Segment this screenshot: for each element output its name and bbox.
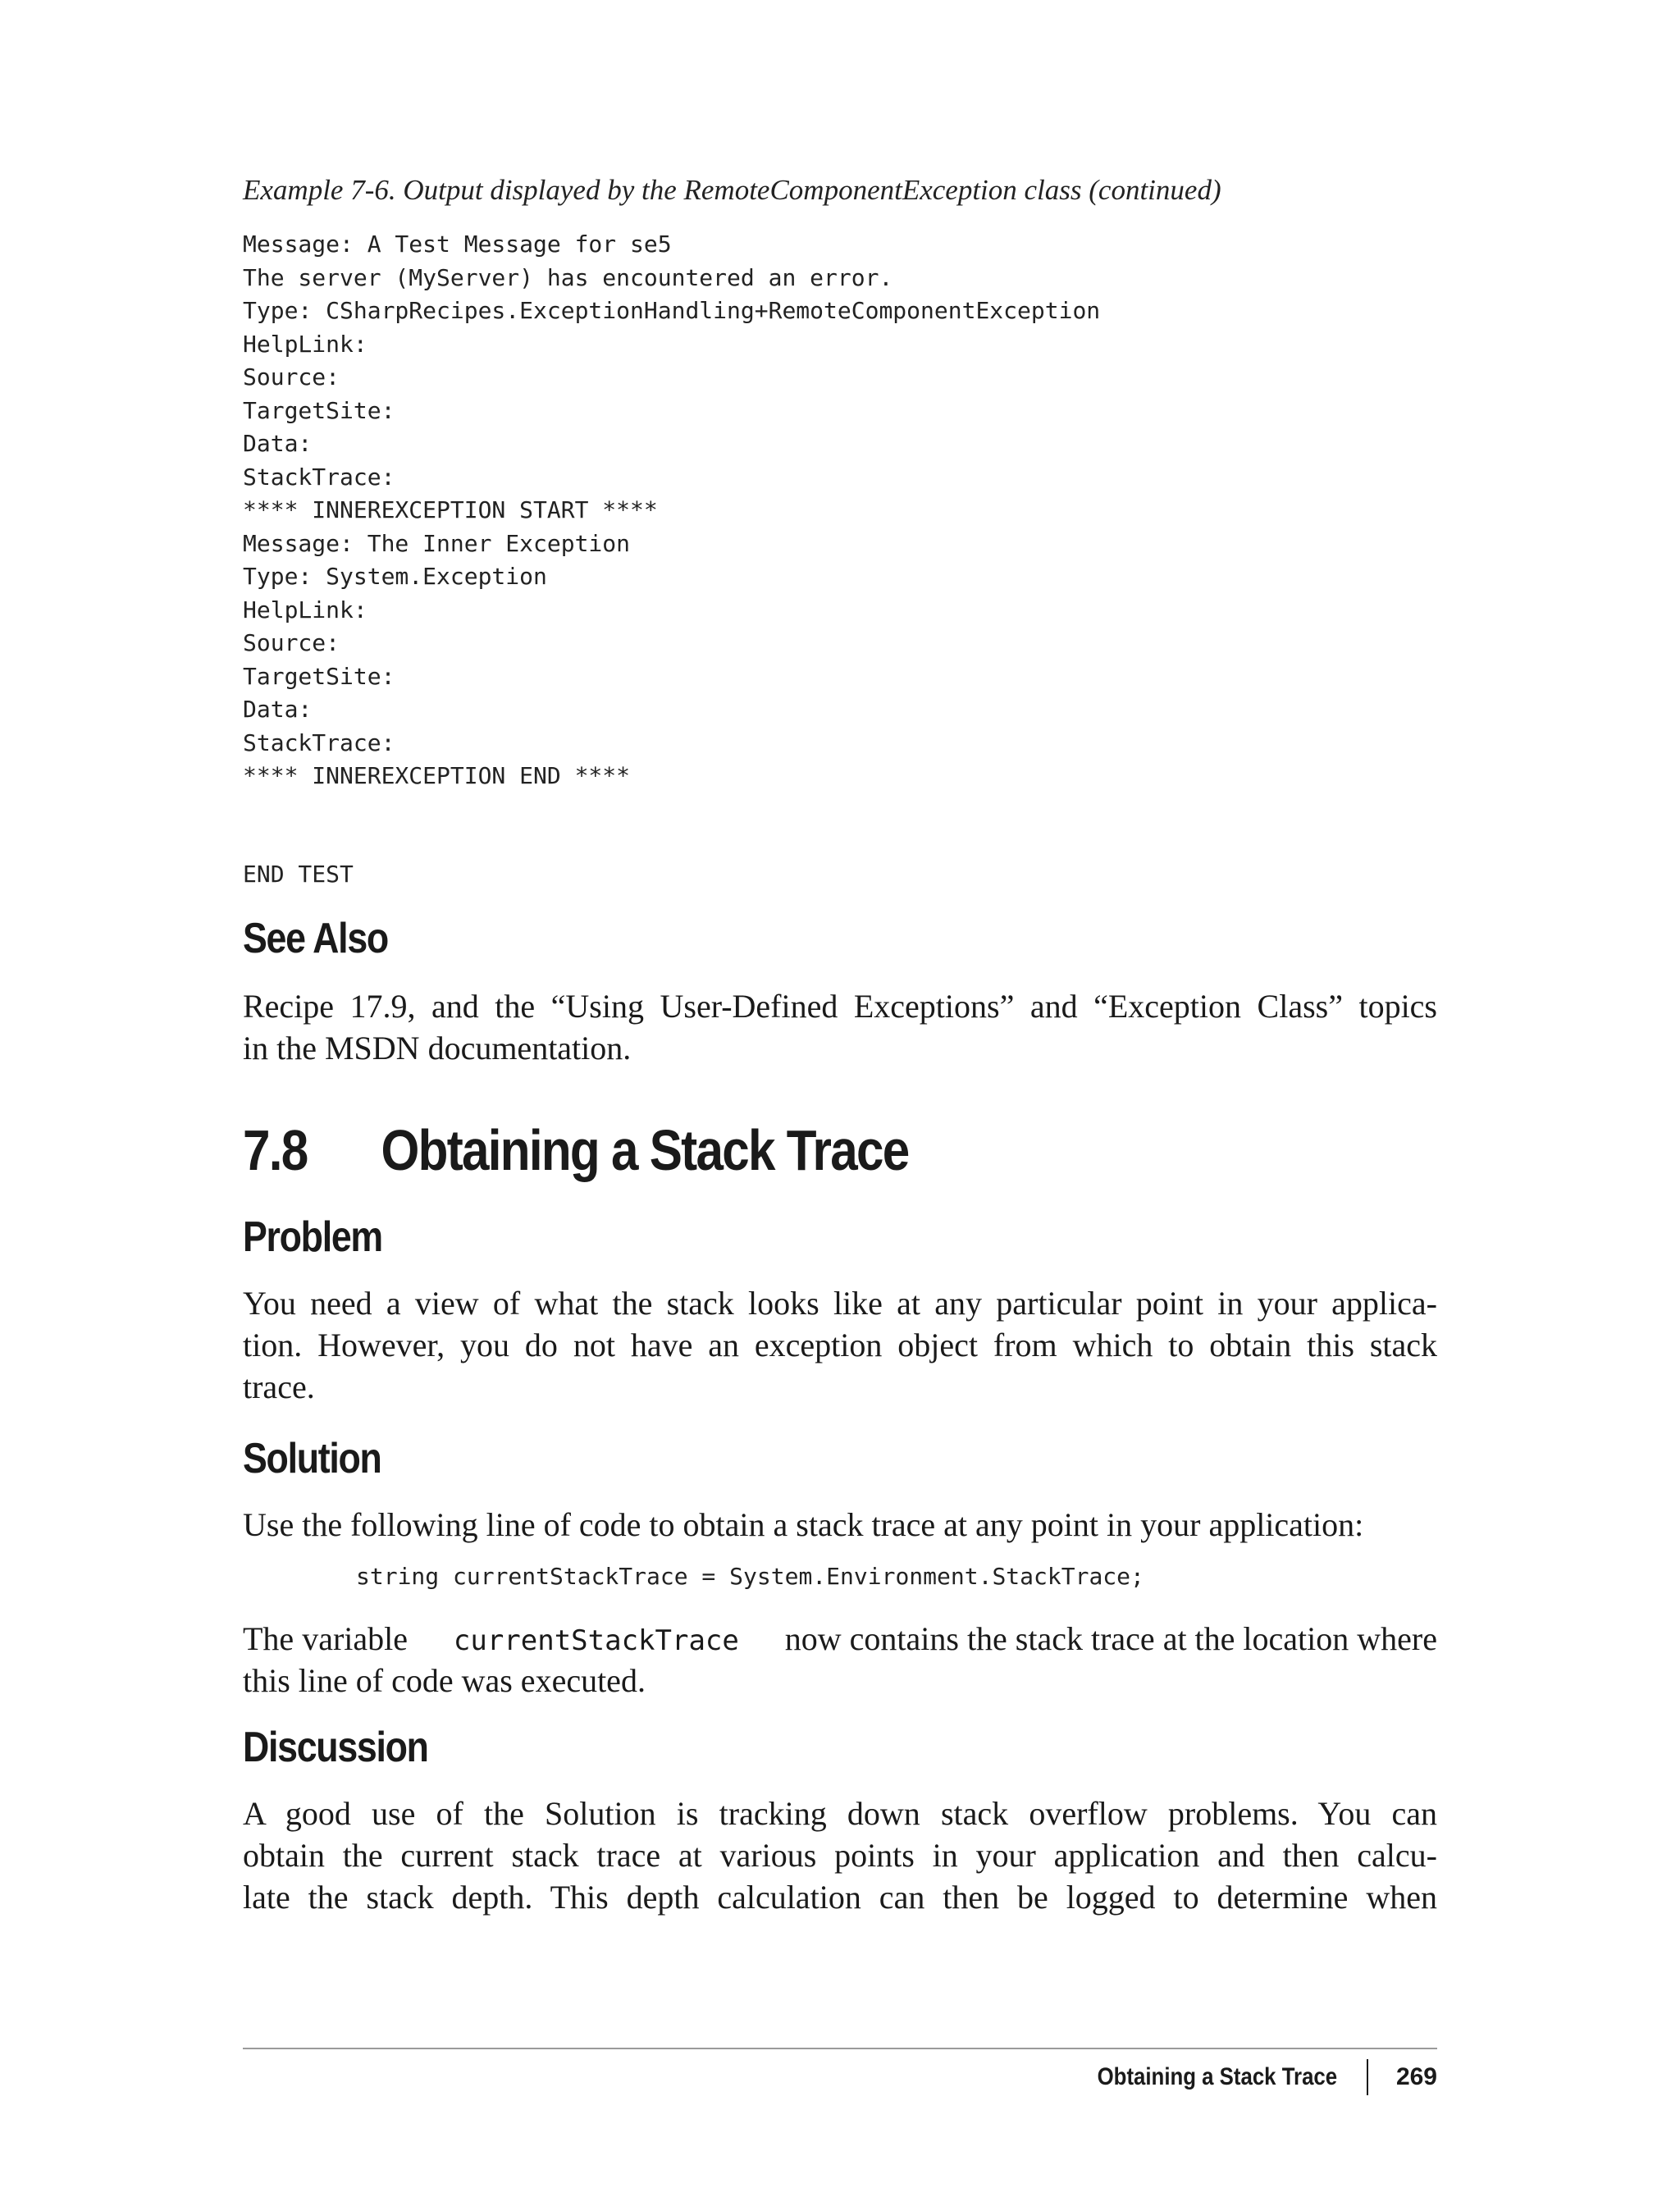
solution-code: string currentStackTrace = System.Environment.StackTrace;	[356, 1563, 1144, 1590]
code-line: Message: The Inner Exception	[243, 529, 631, 557]
inline-code: currentStackTrace	[453, 1624, 739, 1657]
code-line: Type: CSharpRecipes.ExceptionHandling+RemoteComponentException	[243, 297, 1101, 324]
section-number: 7.8	[243, 1118, 308, 1182]
code-line: Message: A Test Message for se5	[243, 231, 672, 258]
solution-intro	[243, 1504, 1437, 1546]
footer-rule	[243, 2048, 1437, 2049]
problem-paragraph	[243, 1282, 1437, 1408]
code-line: Source:	[243, 629, 340, 656]
see-also-heading: See Also	[243, 915, 388, 962]
code-line: StackTrace:	[243, 463, 395, 491]
solution-paragraph	[243, 1618, 1437, 1701]
paragraph-line: this line of code was executed.	[243, 1662, 646, 1699]
paragraph-line	[243, 1618, 1437, 1660]
code-line: HelpLink:	[243, 330, 368, 358]
see-also-paragraph	[243, 985, 1437, 1069]
discussion-heading: Discussion	[243, 1724, 428, 1771]
paragraph-line: Use the following line of code to obtain a stack trace at any point in your application:	[243, 1506, 1364, 1543]
paragraph-line: A good use of the Solution is tracking down stack overflow problems. You can	[243, 1795, 1437, 1832]
solution-heading: Solution	[243, 1435, 381, 1482]
paragraph-line: You need a view of what the stack looks like at any particular point in your applica-	[243, 1285, 1437, 1322]
paragraph-line: tion. However, you do not have an exception object from which to obtain this stack	[243, 1327, 1437, 1363]
paragraph-text: now contains the stack trace at the location where	[784, 1620, 1437, 1657]
book-page	[243, 0, 1437, 2206]
code-line: StackTrace:	[243, 728, 395, 756]
code-line: HelpLink:	[243, 596, 368, 623]
paragraph-line: Recipe 17.9, and the “Using User-Defined Exceptions” and “Exception Class” topics	[243, 988, 1437, 1025]
code-line: **** INNEREXCEPTION END ****	[243, 762, 631, 789]
section-title: Obtaining a Stack Trace	[381, 1118, 909, 1182]
paragraph-line: trace.	[243, 1368, 315, 1405]
footer-title: Obtaining a Stack Trace	[1097, 2063, 1337, 2090]
code-line: The server (MyServer) has encountered an error.	[243, 263, 893, 291]
code-line: Data:	[243, 430, 313, 457]
footer-separator	[1367, 2059, 1368, 2095]
code-line: TargetSite:	[243, 662, 395, 690]
example-caption: Example 7-6. Output displayed by the RemoteComponentException class (continued)	[243, 174, 1221, 206]
paragraph-line: in the MSDN documentation.	[243, 1030, 632, 1066]
problem-heading: Problem	[243, 1213, 382, 1261]
code-line: Type: System.Exception	[243, 563, 547, 590]
section-heading	[243, 1116, 909, 1185]
code-line: Source:	[243, 363, 340, 391]
page-number: 269	[1395, 2063, 1437, 2090]
paragraph-line: late the stack depth. This depth calculation can then be logged to determine when	[243, 1879, 1437, 1916]
paragraph-text: The variable	[243, 1620, 408, 1657]
code-line: Data:	[243, 696, 313, 723]
discussion-paragraph	[243, 1793, 1437, 1918]
paragraph-line: obtain the current stack trace at various points in your application and then calcu-	[243, 1837, 1437, 1874]
code-line: TargetSite:	[243, 396, 395, 424]
code-line: **** INNEREXCEPTION START ****	[243, 496, 658, 523]
code-end-line: END TEST	[243, 861, 354, 888]
code-output-block	[243, 228, 1100, 793]
page-footer	[1058, 2054, 1437, 2100]
